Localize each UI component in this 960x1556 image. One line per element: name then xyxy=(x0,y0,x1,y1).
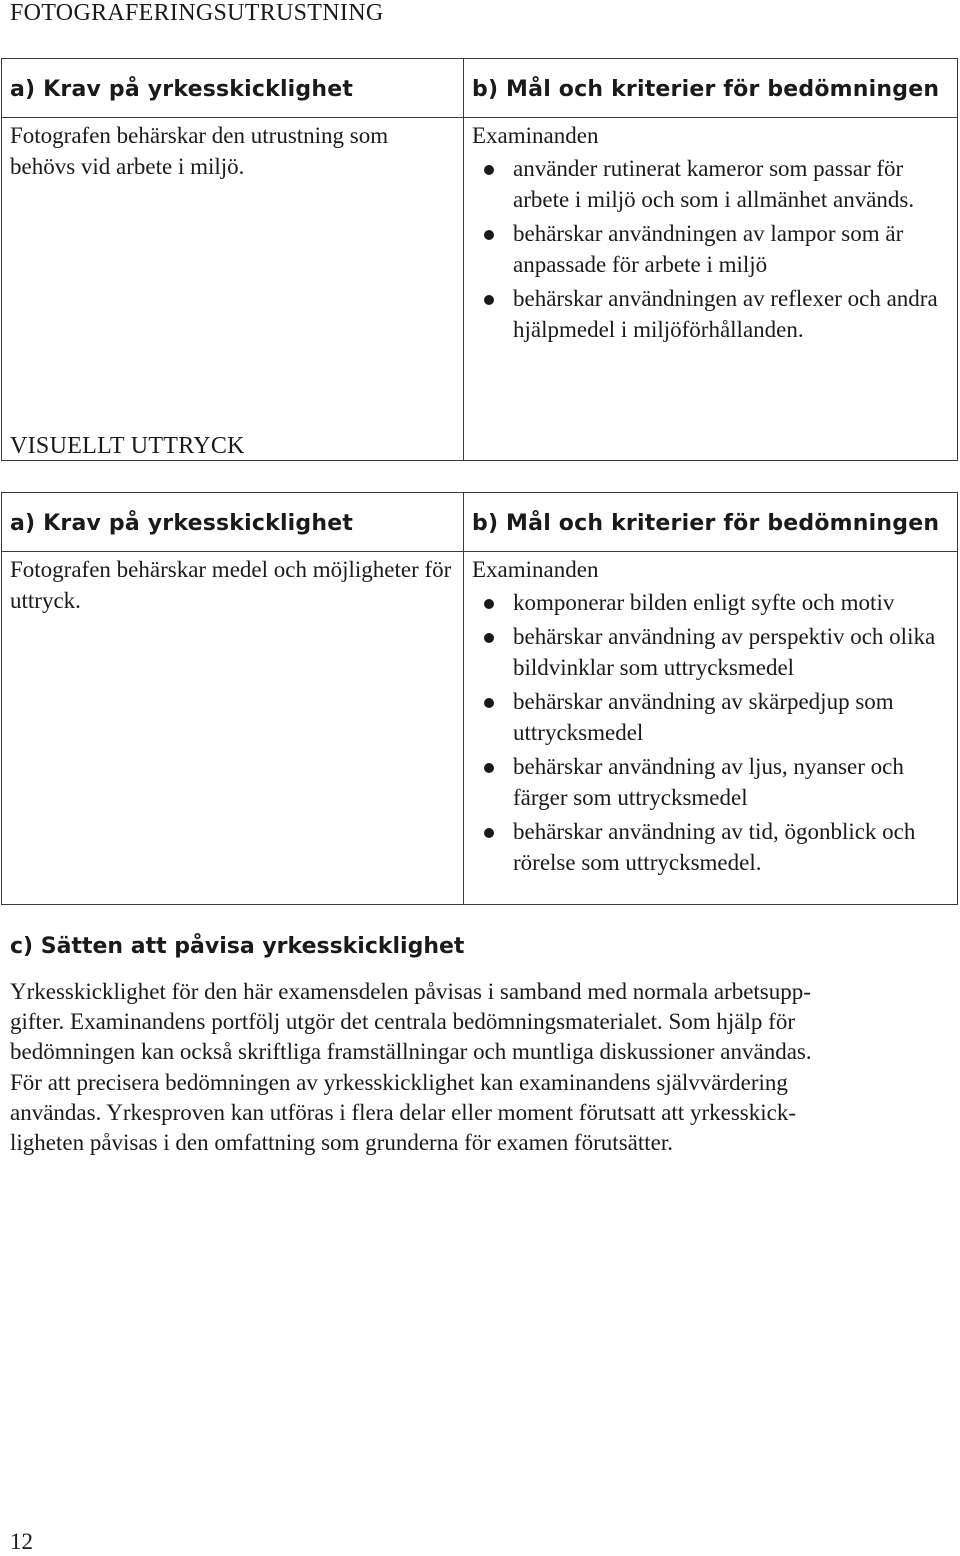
paragraph-line: För att precisera bedömningen av yrkesskicklighet kan examinandens självvärdering xyxy=(10,1069,788,1095)
criteria-cell xyxy=(464,118,958,461)
bullet-icon xyxy=(484,295,494,305)
criteria-table-expression xyxy=(1,492,958,905)
list-item xyxy=(472,751,951,813)
table-row xyxy=(2,118,958,461)
requirement-cell xyxy=(2,118,464,461)
bullet-icon xyxy=(484,599,494,609)
section-title-visuellt-uttryck: VISUELLT UTTRYCK xyxy=(10,433,245,459)
criteria-list xyxy=(472,587,951,878)
table-row xyxy=(2,552,958,905)
criteria-cell xyxy=(464,552,958,905)
bullet-icon xyxy=(484,828,494,838)
criterion-text: behärskar användning av tid, ögonblick och rörelse som uttrycksmedel. xyxy=(513,819,916,875)
criterion-text: behärskar användning av perspektiv och olika bildvinklar som uttrycksmedel xyxy=(513,624,936,680)
section-title-fotograferingsutrustning: FOTOGRAFERINGSUTRUSTNING xyxy=(10,0,384,26)
list-item xyxy=(472,587,951,618)
criterion-text: behärskar användning av ljus, nyanser och färger som uttrycksmedel xyxy=(513,754,904,810)
paragraph-line: bedömningen kan också skriftliga framställningar och muntliga diskussioner användas. xyxy=(10,1039,812,1065)
col-a-header: a) Krav på yrkesskicklighet xyxy=(2,493,464,552)
bullet-icon xyxy=(484,633,494,643)
section-c-paragraph xyxy=(10,977,920,1158)
requirement-cell xyxy=(2,552,464,905)
col-a-header: a) Krav på yrkesskicklighet xyxy=(2,59,464,118)
criterion-text: behärskar användningen av lampor som är anpassade för arbete i miljö xyxy=(513,221,904,277)
criterion-text: använder rutinerat kameror som passar för arbete i miljö och som i allmänhet används. xyxy=(513,156,915,212)
table-header-row xyxy=(2,493,958,552)
bullet-icon xyxy=(484,165,494,175)
paragraph-line: användas. Yrkesproven kan utföras i flera delar eller moment förutsatt att yrkesskick- xyxy=(10,1099,796,1125)
criteria-list xyxy=(472,153,951,345)
list-item xyxy=(472,816,951,878)
paragraph-line: Yrkesskicklighet för den här examensdelen påvisas i samband med normala arbetsupp- xyxy=(10,979,811,1004)
page-number: 12 xyxy=(10,1529,33,1554)
col-b-header: b) Mål och kriterier för bedömningen xyxy=(464,493,958,552)
bullet-icon xyxy=(484,698,494,708)
paragraph-line: ligheten påvisas i den omfattning som grunderna för examen förutsätter. xyxy=(10,1130,673,1156)
list-item xyxy=(472,218,951,280)
table-header-row xyxy=(2,59,958,118)
criteria-intro: Examinanden xyxy=(472,557,599,582)
criteria-intro: Examinanden xyxy=(472,123,599,148)
bullet-icon xyxy=(484,763,494,773)
requirement-text: Fotografen behärskar medel och möjligheter för uttryck. xyxy=(10,557,452,613)
bullet-icon xyxy=(484,230,494,240)
criteria-table-equipment xyxy=(1,58,958,461)
list-item xyxy=(472,686,951,748)
paragraph-line: gifter. Examinandens portfölj utgör det centrala bedömningsmaterialet. Som hjälp för xyxy=(10,1009,795,1035)
requirement-text: Fotografen behärskar den utrustning som behövs vid arbete i miljö. xyxy=(10,123,389,179)
list-item xyxy=(472,153,951,215)
criterion-text: komponerar bilden enligt syfte och motiv xyxy=(513,590,895,615)
list-item xyxy=(472,621,951,683)
col-b-header: b) Mål och kriterier för bedömningen xyxy=(464,59,958,118)
criterion-text: behärskar användning av skärpedjup som uttrycksmedel xyxy=(513,689,894,745)
section-c-title: c) Sätten att påvisa yrkesskicklighet xyxy=(10,934,465,959)
list-item xyxy=(472,283,951,345)
criterion-text: behärskar användningen av reflexer och andra hjälpmedel i miljöförhållanden. xyxy=(513,286,938,342)
